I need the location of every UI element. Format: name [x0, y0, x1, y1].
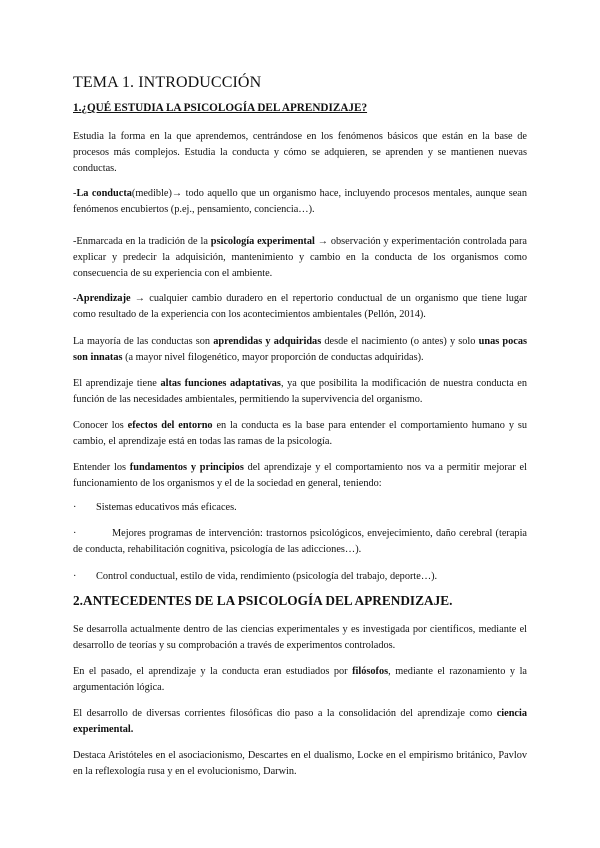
list-item: [73, 526, 527, 558]
bullet-marker: ·: [73, 502, 77, 513]
paragraph-intro: Estudia la forma en la que aprendemos, centrándose en los fenómenos básicos que están en la base de procesos más complejos. Estudia la conducta y cómo se adquieren, se aprenden y se mantienen nuevas conductas.: [73, 131, 527, 174]
paragraph-fundamentos: Entender los fundamentos y principios del aprendizaje y el comportamiento nos va a permitir mejorar el funcionamiento de los organismos y el de la sociedad en general, teniendo:: [73, 462, 527, 489]
paragraph-corrientes-filosoficas: El desarrollo de diversas corrientes filosóficas dio paso a la consolidación del aprendizaje como ciencia experimental.: [73, 708, 527, 735]
paragraph-funciones-adaptativas: El aprendizaje tiene altas funciones adaptativas, ya que posibilita la modificación de nuestra conducta en función de las necesidades ambientales, permitiendo la supervivencia del organismo.: [73, 378, 527, 405]
list-item-text: Mejores programas de intervención: trastornos psicológicos, envejecimiento, daño cerebral (terapia de conducta, rehabilitación cognitiva, psicología de las adicciones…).: [73, 528, 527, 555]
bullet-marker: ·: [73, 571, 77, 582]
list-item-text: Control conductual, estilo de vida, rendimiento (psicología del trabajo, deporte…).: [96, 571, 438, 582]
paragraph-filosofos: En el pasado, el aprendizaje y la conducta eran estudiados por filósofos, mediante el razonamiento y la argumentación lógica.: [73, 666, 528, 693]
page-title: TEMA 1. INTRODUCCIÓN: [73, 74, 262, 91]
paragraph-conductas-aprendidas: La mayoría de las conductas son aprendidas y adquiridas desde el nacimiento (o antes) y solo unas pocas son innatas (a mayor nivel filogenético, mayor proporción de conductas adquiridas).: [73, 336, 527, 363]
paragraph-conducta: -La conducta(medible)→ todo aquello que un organismo hace, incluyendo procesos mentales, aunque sean fenómenos encubiertos (p.ej., pensamiento, conciencia…).: [73, 188, 528, 215]
paragraph-psicologia-experimental: -Enmarcada en la tradición de la psicología experimental → observación y experimentación controlada para explicar y predecir la adquisición, mantenimiento y cambio en la conducta de los organismos como consecuencia de su experiencia con el ambiente.: [73, 236, 527, 279]
paragraph-destaca: Destaca Aristóteles en el asociacionismo, Descartes en el dualismo, Locke en el empirismo británico, Pavlov en la reflexología rusa y en el evolucionismo, Darwin.: [73, 750, 527, 777]
paragraph-ciencias-experimentales: Se desarrolla actualmente dentro de las ciencias experimentales y es investigada por científicos, mediante el desarrollo de teorías y su comprobación a través de experimentos controlados.: [73, 624, 527, 651]
list-item: [73, 569, 527, 585]
bullet-marker: ·: [73, 528, 77, 539]
paragraph-efectos-entorno: Conocer los efectos del entorno en la conducta es la base para entender el comportamiento humano y su cambio, el aprendizaje está en todas las ramas de la psicología.: [73, 420, 527, 447]
paragraph-aprendizaje: -Aprendizaje → cualquier cambio duradero en el repertorio conductual de un organismo que tiene lugar como resultado de la experiencia con los acontecimientos ambientales (Pellón, 2014).: [73, 293, 527, 320]
list-item-text: Sistemas educativos más eficaces.: [96, 502, 237, 513]
section-heading-1: 1.¿QUÉ ESTUDIA LA PSICOLOGÍA DEL APRENDIZAJE?: [73, 102, 368, 114]
section-heading-2: 2.ANTECEDENTES DE LA PSICOLOGÍA DEL APRENDIZAJE.: [73, 593, 453, 608]
list-item: [73, 500, 527, 516]
